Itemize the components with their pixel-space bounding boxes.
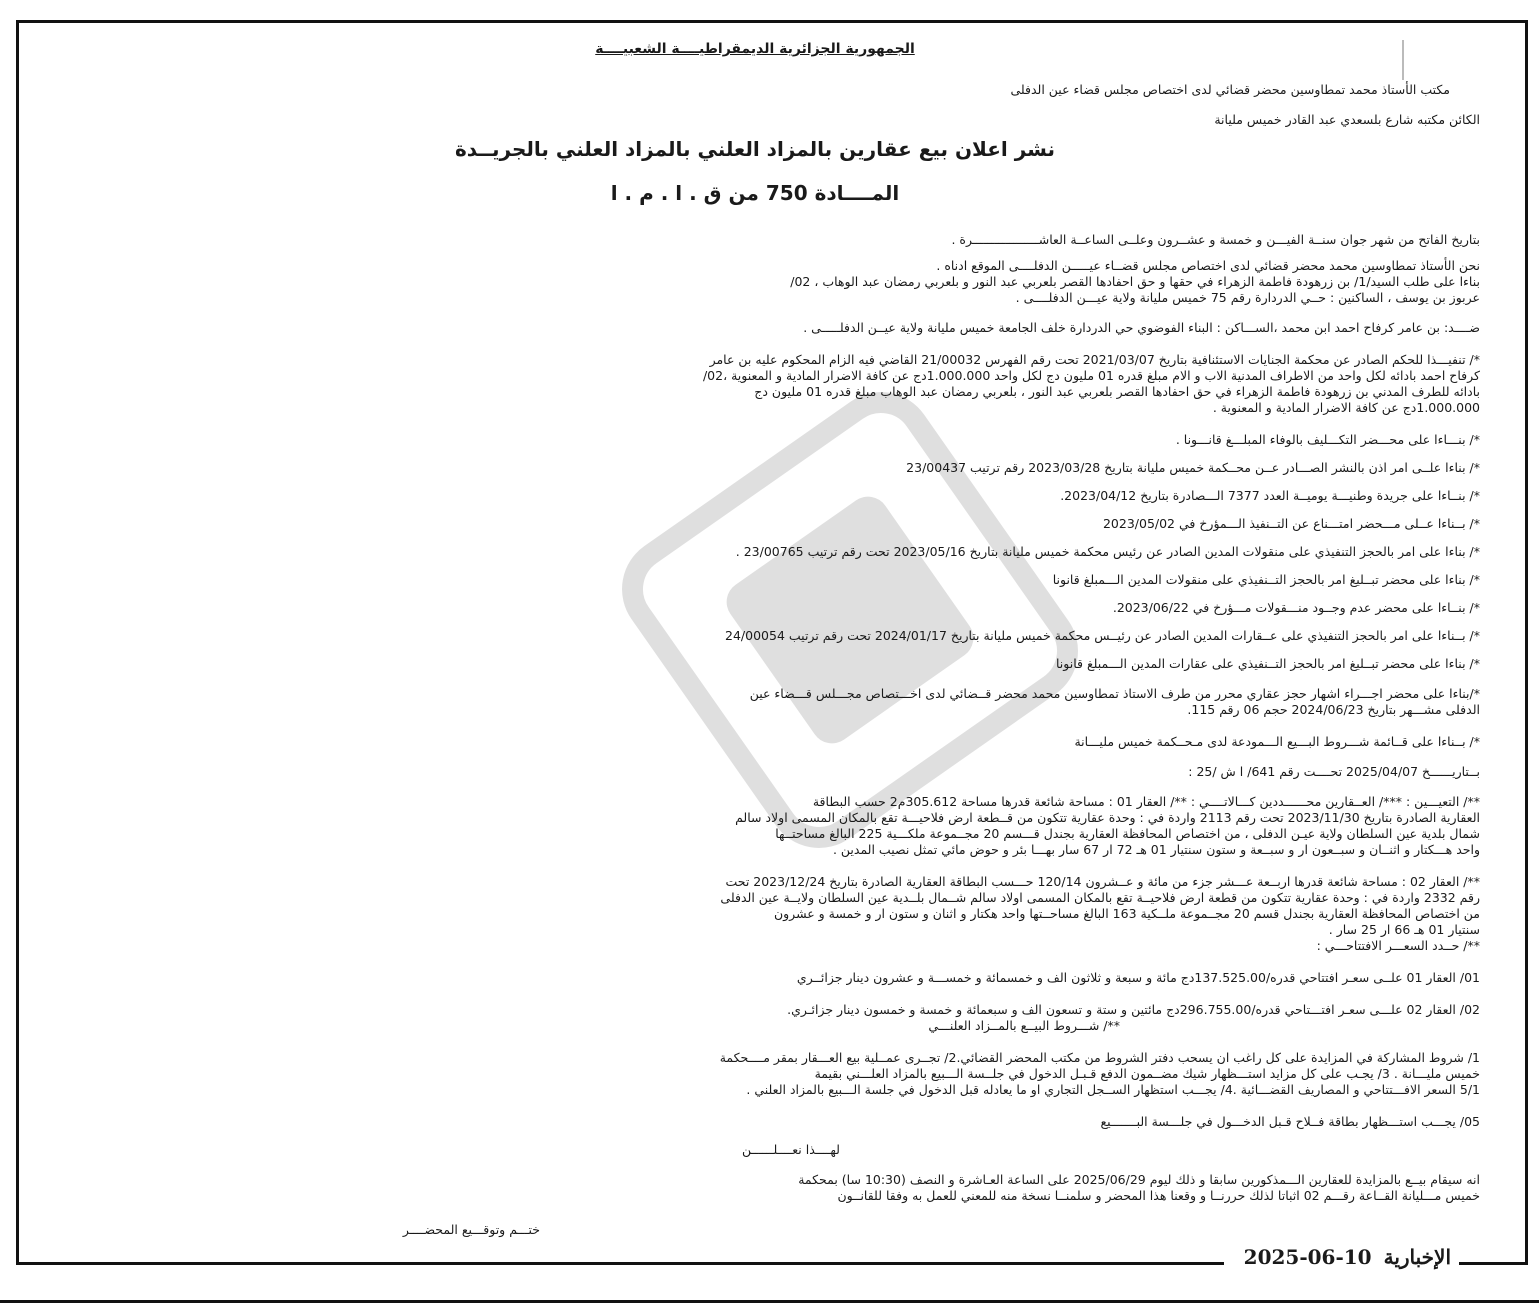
body-line: */ بنـــاءا على محـــضر التكـــليف بالوفاء المبلـــغ قانـــونا . (1175, 432, 1480, 447)
office-line: مكتب الأستاذ محمد تمطاوسين محضر قضائي لدى اختصاص مجلس قضاء عين الدفلى (1010, 82, 1450, 97)
body-line: */ بناءا على محضر تبــليغ امر بالحجز التــنفيذي على عقارات المدين الـــمبلغ قانونا (1055, 656, 1480, 671)
body-line: كرفاح احمد بادائه لكل واحد من الاطراف المدنية الاب و الام مبلغ قدره 01 مليون دج لكل واحد 1.000.000دج عن كافة الاضرار المادية و المعنوية ،02/ (702, 368, 1480, 383)
body-line: **/ حــدد السعـــر الافتتاحـــي : (1316, 938, 1480, 953)
body-line: الدفلى مشـــهر بتاريخ 2024/06/23 حجم 06 رقم 115. (1187, 702, 1480, 717)
body-line: */ تنفيـــذا للحكم الصادر عن محكمة الجنايات الاستئنافية بتاريخ 2021/03/07 تحت رقم الفهرس 21/00032 القاضي فيه الزام المحكوم عليه بن عامر (709, 352, 1480, 367)
body-line: رقم 2332 واردة في : وحدة عقارية تتكون من قطعة ارض فلاحيــة تقع بالمكان المسمى اولاد سالم شــمال بلــدية عين السلطان ولايــة عين الدفلى (720, 890, 1480, 905)
article-reference: المــــادة 750 من ق . ا . م . ا (610, 181, 900, 205)
body-line: سنتيار 01 هـ 66 ار 25 سار . (1328, 922, 1480, 937)
body-line: العقارية الصادرة بتاريخ 2023/11/30 تحت رقم 2113 واردة في : وحدة عقارية تتكون من قــطعة ارض فلاحيـــة تقع بالمكان المسمى اولاد سالم (735, 810, 1480, 825)
newspaper-name: الإخبارية (1383, 1245, 1451, 1269)
body-line: 5/1 السعر الافـــتتاحي و المصاريف القضـــائية .4/ يجـــب استظهار الســجل التجاري او ما يعادله قبل الدخول في جلسة الـــبيع بالمزاد العلني . (746, 1082, 1480, 1097)
body-line: */ بنــاءا على محضر عدم وجــود منـــقولات مـــؤرخ في 2023/06/22. (1112, 600, 1480, 615)
body-line: 1.000.000دج عن كافة الاضرار المادية و المعنوية . (1212, 400, 1480, 415)
body-line: بــتاريــــــخ 2025/04/07 تحــــت رقم 641/ ا ش /25 : (1188, 764, 1480, 779)
body-line: **/ شـــروط البيــع بالمــزاد العلنـــي (928, 1018, 1120, 1033)
body-line: */ بناءا علــى امر اذن بالنشر الصـــادر عــن محــكمة خميس مليانة بتاريخ 2023/03/28 رقم ترتيب 23/00437 (906, 460, 1480, 475)
body-line: 05/ يجـــب استـــظهار بطاقة فــلاح قـبل الدخـــول في جلـــسة البـــــــيع (1100, 1114, 1480, 1129)
body-line: **/ التعيـــين : ***/ العــقارين محــــــددين كـــالاتــــي : **/ العقار 01 : مساحة شائعة قدرها مساحة 305.612م2 حسب البطاقة (812, 794, 1480, 809)
body-line: انه سيقام بيــع بالمزايدة للعقارين الـــمذكورين سابقا و ذلك ليوم 2025/06/29 على الساعة العـاشرة و النصف (10:30 سا) بمحكمة (798, 1172, 1480, 1187)
body-line: بناءا على طلب السيد/1/ بن زرهودة فاطمة الزهراء في حقها و حق احفادها القصر بلعربي عبد النور و بلعربي رمضان عبد الوهاب ، 02/ (790, 274, 1480, 289)
body-line: بادائه للطرف المدني بن زرهودة فاطمة الزهراء في حق احفادها القصر بلعربي عبد النور ، بلعربي رمضان عبد الوهاب مبلغ قدره 01 مليون دج (754, 384, 1480, 399)
republic-title: الجمهورية الجزائرية الديمقراطيــــة الشعبيــــة (595, 41, 915, 57)
body-line: عربوز بن يوسف ، الساكنين : حــي الدردارة رقم 75 خميس مليانة ولاية عيـــن الدفلــــى . (1015, 290, 1480, 305)
body-line: **/ العقار 02 : مساحة شائعة قدرها اربــعة عـــشر جزء من مائة و عــشرون 120/14 حـــسب البطاقة العقارية الصادرة بتاريخ 2023/12/24 تحت (725, 874, 1480, 889)
body-line: 02/ العقار 02 علـــى سعـر افتـــتاحي قدره/296.755.00دج مائتين و ستة و تسعون الف و سبعمائة و خمسة و خمسون دينار جزائـري. (787, 1002, 1480, 1017)
body-line: لهــــذا نعــــلــــــن (741, 1142, 840, 1157)
body-line: */ بناءا على محضر تبــليغ امر بالحجز التــنفيذي على منقولات المدين الـــمبلغ قانونا (1052, 572, 1480, 587)
body-line: بتاريخ الفاتح من شهر جوان سنــة الفيـــن و خمسة و عشــرون وعلــى الساعــة العاشــــــــــــــــــرة . (951, 232, 1480, 247)
body-line: ضــــد: بن عامر كرفاح احمد ابن محمد ،الســـاكن : البناء الفوضوي حي الدردارة خلف الجامعة خميس مليانة ولاية عيــن الدفلـــــى . (803, 320, 1480, 335)
headline: نشر اعلان بيع عقارين بالمزاد العلني بالمزاد العلني بالجريــدة (454, 137, 1056, 161)
body-line: شمال بلدية عين السلطان ولاية عيـن الدفلى ، من اختصاص المحافظة العقارية بجندل قـــسم 20 مجــموعة ملكـــية 225 البالغ مساحتــها (775, 826, 1480, 841)
signature-line: ختـــم وتوقـــيع المحضــــر (402, 1222, 540, 1237)
body-line: نحن الأستاذ تمطاوسين محمد محضر قضائي لدى اختصاص مجلس قضــاء عيـــــن الدفلــــى الموقع ادناه . (936, 258, 1480, 273)
body-line: خميس مـــليانة القــاعة رقـــم 02 اثباتا لذلك حررنــا و وقعنا هذا المحضر و سلمنــا نسخة منه للمعني للعمل به وفقا للقانــون (837, 1188, 1480, 1203)
body-line: */ بــناءا على امر بالحجز التنفيذي على عــقارات المدين الصادر عن رئيــس محكمة خميس مليانة بتاريخ 2024/01/17 تحت رقم ترتيب 24/00054 (725, 628, 1480, 643)
body-line: 1/ شروط المشاركة في المزايدة على كل راغب ان يسحب دفتر الشروط من مكتب المحضر القضائي.2/ تجــرى عمــلية بيع العـــقار بمقر مــــحكمة (719, 1050, 1480, 1065)
publication-date: 2025-06-10 (1243, 1245, 1372, 1269)
bottom-rule (0, 1300, 1539, 1303)
body-line: خميس مليـــانة . 3/ يجـب على كل مزايد استـــظهار شيك مضــمون الدفع قـبـل الدخول في جلــسة الـــبيع بالمزاد العلـــني بقيمة (814, 1066, 1480, 1081)
body-line: 01/ العقار 01 علــى سعـر افتتاحي قدره/137.525.00دج مائة و سبعة و ثلاثون الف و خمسمائة و خمســـة و عشرون دينار جزائــري (796, 970, 1480, 985)
body-line: واحد هـــكتار و اثنــان و سبــعون ار و سبــعة و ستون سنتيار 01 هـ 72 ار 67 سار بهـــا بئر و حوض مائي تمثل نصيب المدين . (832, 842, 1480, 857)
body-line: */ بنــاءا على جريدة وطنيـــة يوميــة العدد 7377 الـــصادرة بتاريخ 2023/04/12. (1060, 488, 1480, 503)
body-line: */ بــناءا عــلى مـــحضر امتـــناع عن التــنفيذ الـــمؤرخ في 2023/05/02 (1102, 516, 1480, 531)
body-line: */ بــناءا على قــائمة شـــروط البـــيع الـــمودعة لدى مـحــكمة خميس مليـــانة (1074, 734, 1480, 749)
body-line: */ بناءا على امر بالحجز التنفيذي على منقولات المدين الصادر عن رئيس محكمة خميس مليانة بتاريخ 2023/05/16 تحت رقم ترتيب 23/00765 . (735, 544, 1480, 559)
body-line: */بناءا على محضر اجـــراء اشهار حجز عقاري محرر من طرف الاستاذ تمطاوسين محمد محضر قــضائي لدى اخـــتصاص مجـــلس قـــضاء عين (749, 686, 1480, 701)
body-line: من اختصاص المحافظة العقارية بجندل قسم 20 مجــموعة ملــكية 163 البالغ مساحــتها واحد هكتار و اثنان و ستون ار و خمسة و عشرون (773, 906, 1480, 921)
address-line: الكائن مكتبه شارع بلسعدي عبد القادر خميس مليانة (1214, 112, 1480, 127)
newspaper-footer (1224, 1245, 1459, 1269)
